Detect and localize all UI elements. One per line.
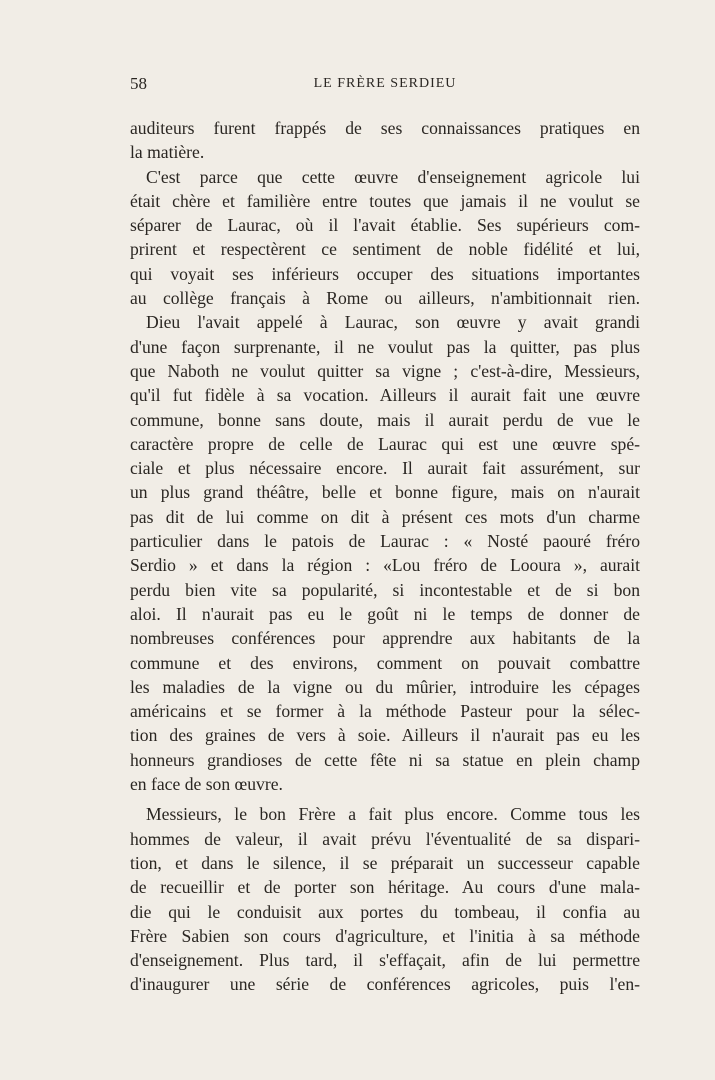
text-line: américains et se former à la méthode Pasteur pour la sélec-: [130, 701, 640, 722]
text-line: en face de son œuvre.: [130, 774, 283, 795]
text-line: de recueillir et de porter son héritage. Au cours d'une mala-: [130, 877, 640, 898]
text-line: Frère Sabien son cours d'agriculture, et l'initia à sa méthode: [130, 925, 640, 946]
text-line: die qui le conduisit aux portes du tombeau, il confia au: [130, 901, 640, 922]
text-line: d'inaugurer une série de conférences agricoles, puis l'en-: [130, 974, 640, 995]
text-line: aloi. Il n'aurait pas eu le goût ni le temps de donner de: [130, 603, 640, 624]
text-line: les maladies de la vigne ou du mûrier, introduire les cépages: [130, 676, 640, 697]
text-line: Dieu l'avait appelé à Laurac, son œuvre y avait grandi: [146, 312, 640, 333]
text-line: tion, et dans le silence, il se préparait un successeur capable: [130, 852, 640, 873]
paragraph: [130, 165, 640, 311]
page-header: [130, 74, 640, 98]
text-line: perdu bien vite sa popularité, si incontestable et de si bon: [130, 579, 640, 600]
text-line: séparer de Laurac, où il l'avait établie. Ses supérieurs com-: [130, 215, 640, 236]
text-line: tion des graines de vers à soie. Ailleurs il n'aurait pas eu les: [130, 725, 640, 746]
text-line: caractère propre de celle de Laurac qui est une œuvre spé-: [130, 433, 640, 454]
text-line: nombreuses conférences pour apprendre aux habitants de la: [130, 628, 640, 649]
text-line: que Naboth ne voulut quitter sa vigne ; c'est-à-dire, Messieurs,: [130, 360, 640, 381]
text-line: prirent et respectèrent ce sentiment de noble fidélité et lui,: [130, 239, 640, 260]
body-text: [130, 116, 640, 997]
paragraph: [130, 310, 640, 796]
text-line: d'enseignement. Plus tard, il s'effaçait, afin de lui permettre: [130, 950, 640, 971]
text-line: hommes de valeur, il avait prévu l'éventualité de sa dispari-: [130, 828, 640, 849]
text-line: pas dit de lui comme on dit à présent ces mots d'un charme: [130, 506, 640, 527]
text-line: particulier dans le patois de Laurac : « Nosté paouré fréro: [130, 531, 640, 552]
running-title: LE FRÈRE SERDIEU: [313, 76, 457, 91]
text-line: auditeurs furent frappés de ses connaissances pratiques en: [130, 118, 640, 138]
paragraph: [130, 116, 640, 165]
page-number: 58: [130, 74, 147, 93]
text-line: Messieurs, le bon Frère a fait plus encore. Comme tous les: [146, 804, 640, 825]
text-line: était chère et familière entre toutes que jamais il ne voulut se: [130, 190, 640, 211]
text-line: d'une façon surprenante, il ne voulut pas la quitter, pas plus: [130, 336, 640, 357]
text-line: qui voyait ses inférieurs occuper des situations importantes: [130, 263, 640, 284]
text-line: commune, bonne sans doute, mais il aurait perdu de vue le: [130, 409, 640, 430]
text-line: C'est parce que cette œuvre d'enseignement agricole lui: [146, 166, 640, 187]
text-line: au collège français à Rome ou ailleurs, n'ambitionnait rien.: [130, 288, 640, 309]
text-line: ciale et plus nécessaire encore. Il aurait fait assurément, sur: [130, 458, 640, 479]
text-line: un plus grand théâtre, belle et bonne figure, mais on n'aurait: [130, 482, 640, 503]
paragraph: [130, 802, 640, 996]
text-line: honneurs grandioses de cette fête ni sa statue en plein champ: [130, 749, 640, 770]
text-line: Serdio » et dans la région : «Lou fréro de Looura », aurait: [130, 555, 640, 576]
text-line: qu'il fut fidèle à sa vocation. Ailleurs il aurait fait une œuvre: [130, 385, 640, 406]
text-line: commune et des environs, comment on pouvait combattre: [130, 652, 640, 673]
text-line: la matière.: [130, 142, 205, 163]
